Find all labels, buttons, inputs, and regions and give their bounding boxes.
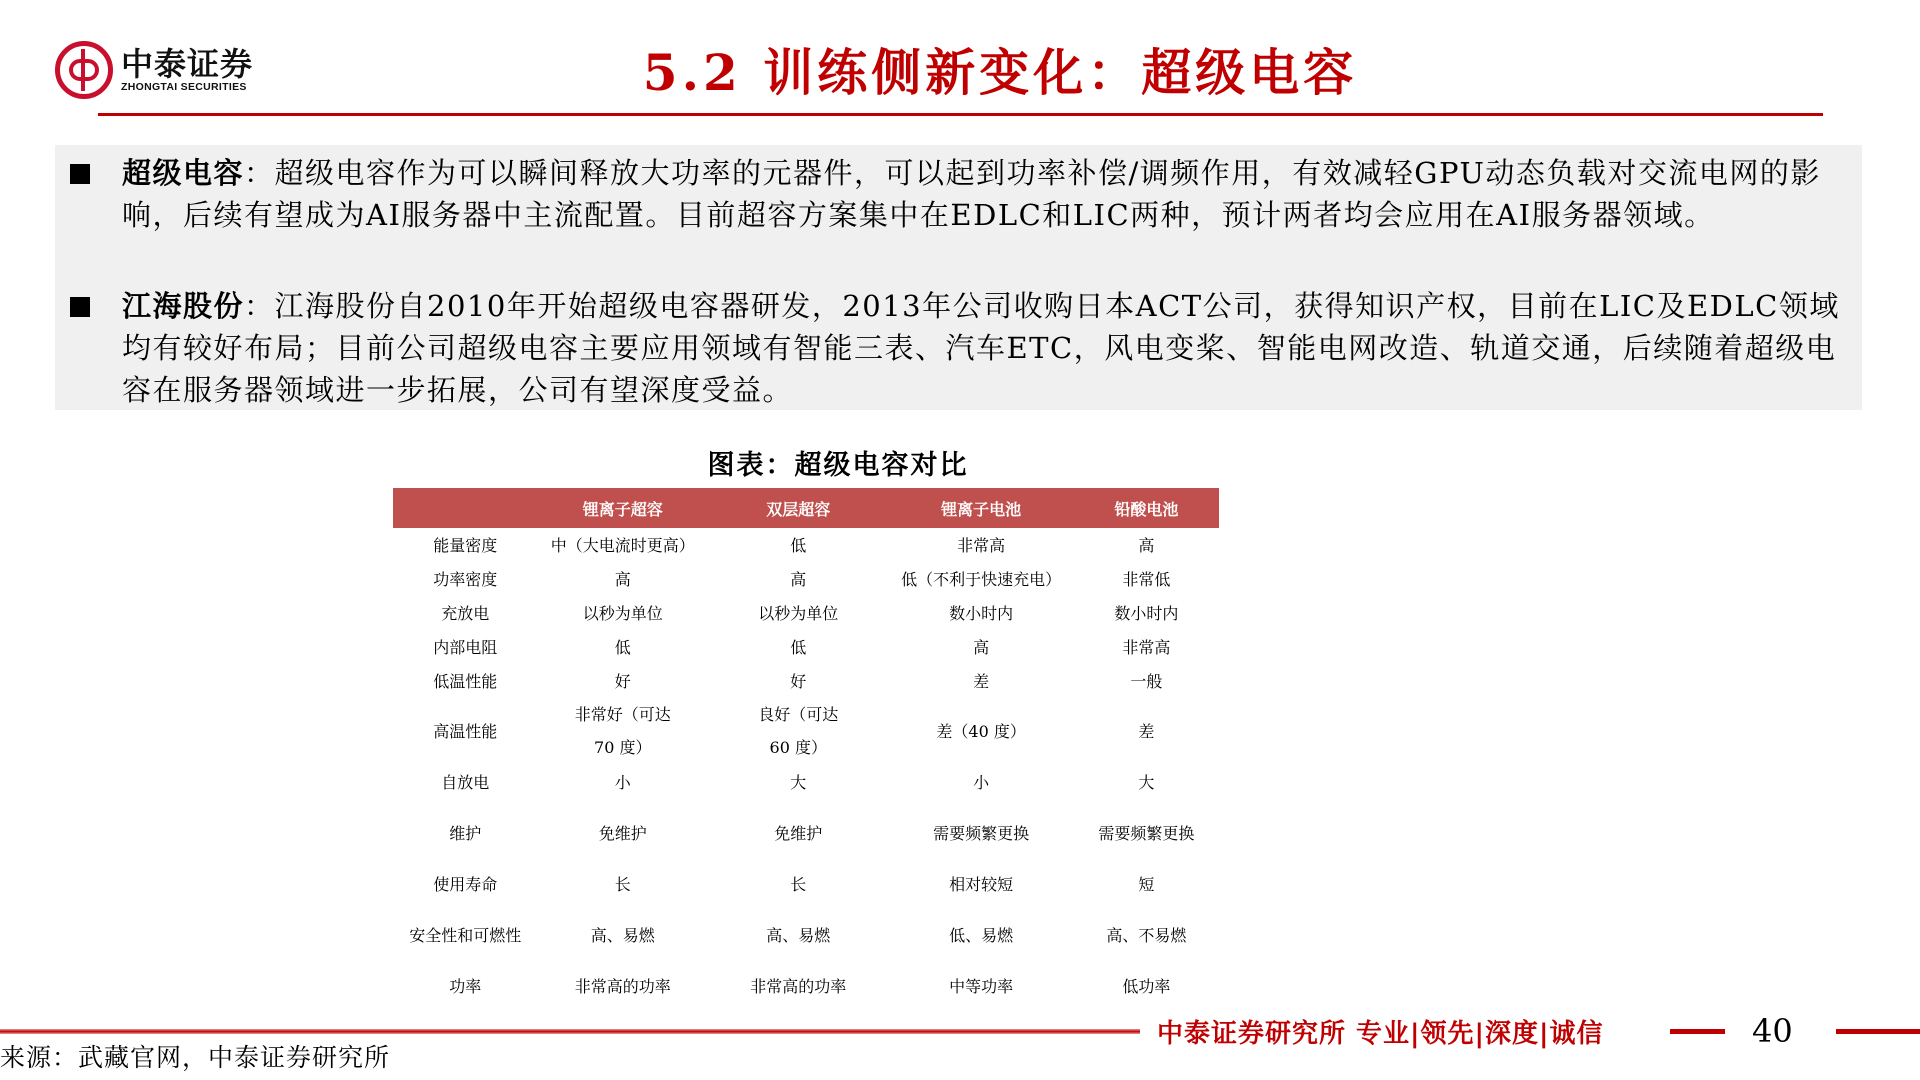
table-row <box>393 800 1219 866</box>
header-cell: 锂离子电池 <box>889 488 1074 528</box>
title-divider <box>98 113 1823 116</box>
row-label: 使用寿命 <box>433 874 498 894</box>
footer-divider-left <box>0 1029 1140 1034</box>
row-label: 低温性能 <box>433 671 498 691</box>
table-cell: 高 <box>1138 535 1155 555</box>
table-cell: 高、易燃 <box>766 925 831 945</box>
row-label: 安全性和可燃性 <box>409 925 522 945</box>
table-cell: 高、易燃 <box>590 925 655 945</box>
table-cell: 需要频繁更换 <box>1098 823 1195 843</box>
table-row <box>393 596 1219 630</box>
table-cell: 数小时内 <box>949 603 1014 623</box>
table-cell: 高、不易燃 <box>1106 925 1187 945</box>
table-cell: 中（大电流时更高） <box>550 535 695 555</box>
table-cell: 非常好（可达 70 度） <box>574 705 671 757</box>
table-cell: 低 <box>790 535 807 555</box>
table-cell: 小 <box>614 772 631 792</box>
table-cell: 差 <box>973 671 990 691</box>
bullet-supercapacitor <box>70 152 1850 236</box>
row-label: 能量密度 <box>433 535 498 555</box>
bullet-body: ：超级电容作为可以瞬间释放大功率的元器件，可以起到功率补偿/调频作用，有效减轻GPU动态负载对交流电网的影响，后续有望成为AI服务器中主流配置。目前超容方案集中在EDLC和LIC两种，预计两者均会应用在AI服务器领域。 <box>122 156 1821 232</box>
table-cell: 非常高 <box>957 535 1006 555</box>
table-cell: 以秒为单位 <box>758 603 839 623</box>
row-label: 高温性能 <box>433 721 498 741</box>
source-note: 来源：武藏官网，中泰证券研究所 <box>0 1043 391 1072</box>
logo-name-en: ZHONGTAI SECURITIES <box>121 81 247 93</box>
table-cell: 长 <box>614 874 631 894</box>
square-bullet-icon <box>70 297 90 317</box>
table-cell: 差（40 度） <box>936 721 1026 741</box>
table-cell: 相对较短 <box>949 874 1014 894</box>
bullet-jianghai <box>70 285 1850 411</box>
footer-divider-right <box>1836 1029 1920 1034</box>
table-cell: 非常低 <box>1122 569 1171 589</box>
row-label: 功率密度 <box>433 569 498 589</box>
header-cell: 双层超容 <box>708 488 889 528</box>
table-cell: 差 <box>1138 721 1155 741</box>
row-label: 功率 <box>449 976 482 996</box>
footer-divider-middle <box>1670 1029 1725 1034</box>
comparison-table <box>393 488 1219 1004</box>
row-label: 内部电阻 <box>433 637 498 657</box>
table-cell: 非常高 <box>1122 637 1171 657</box>
table-row <box>393 866 1219 902</box>
table-row <box>393 630 1219 664</box>
table-cell: 以秒为单位 <box>582 603 663 623</box>
table-cell: 低功率 <box>1122 976 1171 996</box>
table-row <box>393 698 1219 764</box>
table-cell: 一般 <box>1130 671 1163 691</box>
table-cell: 高 <box>614 569 631 589</box>
table-cell: 良好（可达 60 度） <box>758 705 839 757</box>
table-cell: 好 <box>614 671 631 691</box>
bullet-text <box>122 285 1842 411</box>
table-row <box>393 902 1219 968</box>
header-cell <box>393 488 538 528</box>
table-row <box>393 968 1219 1004</box>
bullet-lead: 超级电容 <box>122 156 245 190</box>
table-cell: 低（不利于快速充电） <box>901 569 1062 589</box>
table-row <box>393 764 1219 800</box>
table-caption: 图表：超级电容对比 <box>707 450 969 481</box>
bullet-body: ：江海股份自2010年开始超级电容器研发，2013年公司收购日本ACT公司，获得知识产权，目前在LIC及EDLC领域均有较好布局；目前公司超级电容主要应用领域有智能三表、汽车ETC，风电变桨、智能电网改造、轨道交通，后续随着超级电容在服务器领域进一步拓展，公司有望深度受益。 <box>122 289 1840 407</box>
table-cell: 中等功率 <box>949 976 1014 996</box>
table-row <box>393 562 1219 596</box>
table-cell: 长 <box>790 874 807 894</box>
logo-name-cn: 中泰证券 <box>121 45 254 83</box>
header-cell: 铅酸电池 <box>1074 488 1219 528</box>
table-cell: 需要频繁更换 <box>933 823 1030 843</box>
table-row <box>393 664 1219 698</box>
table-row <box>393 528 1219 562</box>
page-title: 5.2 训练侧新变化：超级电容 <box>642 43 1358 102</box>
row-label: 充放电 <box>441 603 490 623</box>
table-cell: 非常高的功率 <box>574 976 671 996</box>
table-cell: 好 <box>790 671 807 691</box>
header-cell: 锂离子超容 <box>538 488 708 528</box>
page-number: 40 <box>1752 1012 1793 1050</box>
bullet-text <box>122 152 1842 236</box>
table-cell: 大 <box>1138 772 1155 792</box>
table-cell: 小 <box>973 772 990 792</box>
table-cell: 免维护 <box>774 823 823 843</box>
table-cell: 大 <box>790 772 807 792</box>
table-cell: 高 <box>790 569 807 589</box>
square-bullet-icon <box>70 164 90 184</box>
table-cell: 数小时内 <box>1114 603 1179 623</box>
row-label: 维护 <box>449 823 482 843</box>
table-cell: 低、易燃 <box>949 925 1014 945</box>
row-label: 自放电 <box>441 772 490 792</box>
table-cell: 非常高的功率 <box>750 976 847 996</box>
table-cell: 低 <box>614 637 631 657</box>
footer-slogan: 中泰证券研究所 专业|领先|深度|诚信 <box>1157 1019 1604 1049</box>
table-cell: 短 <box>1138 874 1155 894</box>
table-cell: 免维护 <box>598 823 647 843</box>
table-header-row <box>393 488 1219 528</box>
bullet-lead: 江海股份 <box>122 289 245 323</box>
table-cell: 低 <box>790 637 807 657</box>
table-cell: 高 <box>973 637 990 657</box>
